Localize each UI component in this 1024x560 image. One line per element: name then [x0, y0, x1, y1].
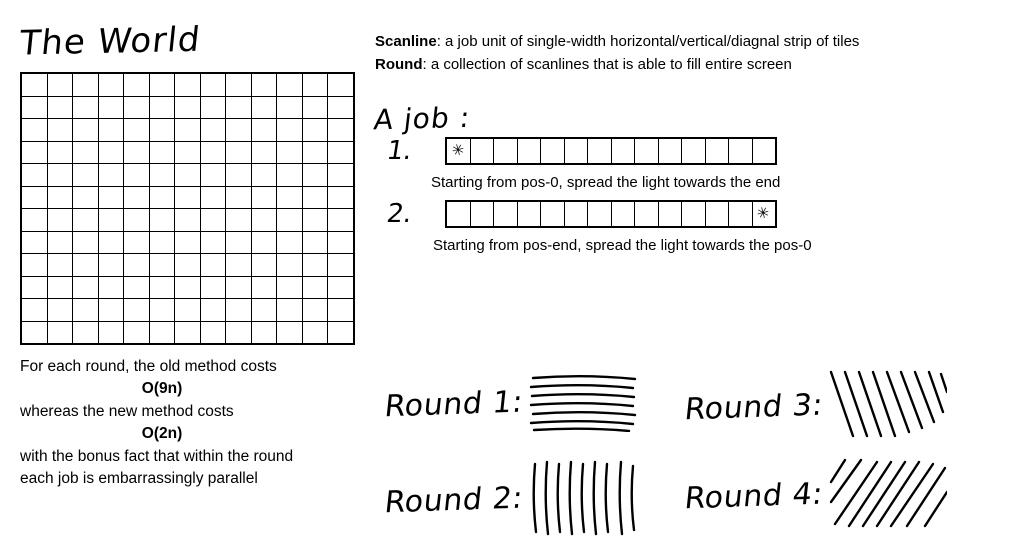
- world-grid-cell[interactable]: [149, 141, 175, 164]
- world-grid-cell[interactable]: [226, 231, 252, 254]
- world-grid-cell[interactable]: [200, 321, 226, 344]
- scanline-cell[interactable]: [588, 201, 612, 227]
- scanline-cell[interactable]: [682, 201, 706, 227]
- world-grid-cell[interactable]: [226, 186, 252, 209]
- scanline-cell[interactable]: [564, 138, 588, 164]
- world-grid-cell[interactable]: [302, 73, 328, 96]
- scanline-cell[interactable]: [752, 201, 776, 227]
- world-grid-cell[interactable]: [149, 231, 175, 254]
- definition-round-text: : a collection of scanlines that is able to fill entire screen: [422, 56, 792, 74]
- cost-notes: [20, 356, 364, 491]
- scanline-cell[interactable]: [635, 201, 659, 227]
- world-grid-cell[interactable]: [328, 186, 354, 209]
- world-grid-row: [21, 231, 354, 254]
- world-section: [14, 14, 364, 491]
- world-grid-cell[interactable]: [124, 231, 150, 254]
- world-grid-cell[interactable]: [149, 73, 175, 96]
- cost-note-line-3: with the bonus fact that within the round: [20, 447, 294, 465]
- job-item-1: [375, 136, 1015, 166]
- world-grid-cell[interactable]: [47, 209, 73, 232]
- diagonal-left-lines-icon: [829, 370, 947, 440]
- page-title: The World: [17, 19, 203, 64]
- world-grid-cell[interactable]: [98, 209, 124, 232]
- world-grid-cell[interactable]: [98, 254, 124, 277]
- world-grid-cell[interactable]: [302, 276, 328, 299]
- world-grid-cell[interactable]: [47, 186, 73, 209]
- world-grid-cell[interactable]: [149, 299, 175, 322]
- world-grid-cell[interactable]: [73, 254, 99, 277]
- scanline-cell[interactable]: [494, 138, 518, 164]
- world-grid-cell[interactable]: [277, 141, 303, 164]
- world-grid-cell[interactable]: [47, 299, 73, 322]
- world-grid-cell[interactable]: [251, 141, 277, 164]
- cost-note-line-2: whereas the new method costs: [20, 402, 234, 420]
- world-grid-cell[interactable]: [175, 119, 201, 142]
- world-grid-cell[interactable]: [98, 321, 124, 344]
- world-grid-cell[interactable]: [149, 186, 175, 209]
- round-2: [382, 460, 639, 541]
- world-grid-cell[interactable]: [175, 276, 201, 299]
- world-grid-cell[interactable]: [98, 276, 124, 299]
- world-grid-cell[interactable]: [328, 73, 354, 96]
- scanline-cell[interactable]: [611, 201, 635, 227]
- world-grid-cell[interactable]: [277, 276, 303, 299]
- world-grid-cell[interactable]: [149, 96, 175, 119]
- world-grid-cell[interactable]: [200, 119, 226, 142]
- world-grid-cell[interactable]: [251, 299, 277, 322]
- world-grid-cell[interactable]: [149, 321, 175, 344]
- round-4-label: Round 4:: [682, 476, 825, 517]
- world-grid-cell[interactable]: [175, 96, 201, 119]
- definition-scanline-text: : a job unit of single-width horizontal/vertical/diagnal strip of tiles: [436, 33, 860, 50]
- world-grid-cell[interactable]: [149, 209, 175, 232]
- world-grid-cell[interactable]: [73, 299, 99, 322]
- world-grid-cell[interactable]: [47, 164, 73, 187]
- world-grid-cell[interactable]: [124, 186, 150, 209]
- world-grid-cell[interactable]: [149, 164, 175, 187]
- world-grid-cell[interactable]: [47, 276, 73, 299]
- round-1-pattern: [529, 372, 639, 437]
- definition-scanline-term: Scanline: [375, 33, 437, 50]
- world-grid-cell[interactable]: [175, 164, 201, 187]
- world-grid-cell[interactable]: [200, 254, 226, 277]
- job-number-1: 1.: [384, 135, 415, 166]
- scanline-strip-1: [445, 137, 777, 165]
- world-grid-cell[interactable]: [47, 96, 73, 119]
- world-grid-cell[interactable]: [98, 164, 124, 187]
- light-source-icon: ✳: [755, 202, 773, 223]
- scanline-cell[interactable]: [752, 138, 776, 164]
- world-grid-cell[interactable]: [302, 321, 328, 344]
- round-2-pattern: [529, 460, 639, 541]
- cost-note-line-4: each job is embarrassingly parallel: [20, 470, 258, 488]
- world-grid-cell[interactable]: [200, 276, 226, 299]
- world-grid-cell[interactable]: [21, 119, 47, 142]
- world-grid-row: [21, 141, 354, 164]
- world-grid-cell[interactable]: [226, 209, 252, 232]
- round-4-pattern: [829, 458, 947, 535]
- world-grid-cell[interactable]: [251, 231, 277, 254]
- world-grid-cell[interactable]: [226, 321, 252, 344]
- definitions-block: [375, 30, 1015, 77]
- world-grid-cell[interactable]: [21, 231, 47, 254]
- round-4: [682, 458, 947, 535]
- world-grid-cell[interactable]: [328, 141, 354, 164]
- round-3-pattern: [829, 370, 947, 445]
- scanline-cell[interactable]: [705, 201, 729, 227]
- world-grid-cell[interactable]: [200, 141, 226, 164]
- round-1: [382, 372, 639, 437]
- scanline-cell[interactable]: [446, 138, 470, 164]
- world-grid-cell[interactable]: [277, 299, 303, 322]
- world-grid-cell[interactable]: [277, 209, 303, 232]
- world-grid-cell[interactable]: [124, 164, 150, 187]
- scanline-cell[interactable]: [446, 201, 470, 227]
- world-grid-cell[interactable]: [175, 254, 201, 277]
- world-grid-cell[interactable]: [251, 209, 277, 232]
- world-grid-cell[interactable]: [21, 186, 47, 209]
- definition-round-term: Round: [375, 56, 423, 74]
- scanline-cell[interactable]: [470, 201, 494, 227]
- world-grid-cell[interactable]: [175, 321, 201, 344]
- world-grid-cell[interactable]: [21, 276, 47, 299]
- vertical-lines-icon: [529, 460, 639, 536]
- job-caption-1: Starting from pos-0, spread the light towards the end: [431, 173, 781, 191]
- world-grid-cell[interactable]: [73, 141, 99, 164]
- scanline-cell[interactable]: [658, 201, 682, 227]
- rounds-section: [382, 360, 1015, 550]
- world-grid-cell[interactable]: [328, 119, 354, 142]
- world-grid-cell[interactable]: [226, 299, 252, 322]
- scanline-strip-2: [445, 200, 777, 228]
- scanline-cell[interactable]: [635, 138, 659, 164]
- world-grid-cell[interactable]: [277, 96, 303, 119]
- world-grid-cell[interactable]: [47, 254, 73, 277]
- world-grid-row: [21, 164, 354, 187]
- diagonal-right-lines-icon: [829, 458, 947, 530]
- world-grid-cell[interactable]: [200, 209, 226, 232]
- world-grid-cell[interactable]: [73, 96, 99, 119]
- scanline-cell[interactable]: [729, 201, 753, 227]
- scanline-cell[interactable]: [588, 138, 612, 164]
- world-grid-cell[interactable]: [302, 209, 328, 232]
- world-grid-cell[interactable]: [21, 299, 47, 322]
- scanline-cell[interactable]: [494, 201, 518, 227]
- definition-round: [375, 53, 1015, 76]
- world-grid-table: [20, 72, 355, 345]
- world-grid-cell[interactable]: [175, 299, 201, 322]
- world-grid: [20, 72, 364, 345]
- world-grid-cell[interactable]: [98, 186, 124, 209]
- job-number-2: 2.: [384, 198, 415, 229]
- scanline-cell[interactable]: [517, 201, 541, 227]
- world-grid-cell[interactable]: [98, 299, 124, 322]
- world-grid-cell[interactable]: [226, 164, 252, 187]
- scanline-cell[interactable]: [541, 201, 565, 227]
- world-grid-cell[interactable]: [175, 231, 201, 254]
- cost-note-line-1: For each round, the old method costs: [20, 358, 277, 375]
- scanline-cell[interactable]: [729, 138, 753, 164]
- job-heading: A job :: [372, 100, 473, 136]
- world-grid-cell[interactable]: [21, 209, 47, 232]
- world-grid-cell[interactable]: [73, 73, 99, 96]
- world-grid-cell[interactable]: [328, 209, 354, 232]
- world-grid-cell[interactable]: [98, 231, 124, 254]
- horizontal-lines-icon: [529, 372, 639, 432]
- world-grid-cell[interactable]: [302, 119, 328, 142]
- world-grid-cell[interactable]: [124, 119, 150, 142]
- world-grid-cell[interactable]: [226, 73, 252, 96]
- scanline-row: [446, 201, 776, 227]
- scanline-cell[interactable]: [517, 138, 541, 164]
- world-grid-cell[interactable]: [124, 209, 150, 232]
- world-grid-cell[interactable]: [251, 119, 277, 142]
- world-grid-cell[interactable]: [73, 276, 99, 299]
- world-grid-cell[interactable]: [175, 186, 201, 209]
- world-grid-cell[interactable]: [73, 321, 99, 344]
- world-grid-row: [21, 276, 354, 299]
- definition-scanline: [375, 30, 1015, 53]
- world-grid-cell[interactable]: [98, 119, 124, 142]
- world-grid-cell[interactable]: [302, 96, 328, 119]
- scanline-cell[interactable]: [682, 138, 706, 164]
- world-grid-cell[interactable]: [21, 254, 47, 277]
- world-grid-cell[interactable]: [47, 141, 73, 164]
- definitions-and-jobs: [372, 30, 1015, 254]
- world-grid-cell[interactable]: [73, 231, 99, 254]
- world-grid-cell[interactable]: [73, 186, 99, 209]
- world-grid-cell[interactable]: [200, 96, 226, 119]
- world-grid-row: [21, 321, 354, 344]
- world-grid-cell[interactable]: [124, 254, 150, 277]
- world-grid-cell[interactable]: [200, 73, 226, 96]
- new-method-cost: O(2n): [141, 425, 183, 443]
- scanline-cell[interactable]: [658, 138, 682, 164]
- world-grid-cell[interactable]: [124, 276, 150, 299]
- world-grid-cell[interactable]: [277, 164, 303, 187]
- world-grid-cell[interactable]: [175, 73, 201, 96]
- world-grid-cell[interactable]: [328, 164, 354, 187]
- world-grid-cell[interactable]: [124, 96, 150, 119]
- world-grid-cell[interactable]: [124, 141, 150, 164]
- world-grid-cell[interactable]: [124, 73, 150, 96]
- world-grid-cell[interactable]: [21, 141, 47, 164]
- scanline-cell[interactable]: [705, 138, 729, 164]
- world-grid-cell[interactable]: [200, 299, 226, 322]
- world-grid-cell[interactable]: [328, 276, 354, 299]
- world-grid-cell[interactable]: [302, 231, 328, 254]
- job-caption-2: Starting from pos-end, spread the light towards the pos-0: [433, 236, 812, 254]
- world-grid-cell[interactable]: [73, 164, 99, 187]
- world-grid-cell[interactable]: [200, 186, 226, 209]
- world-grid-row: [21, 186, 354, 209]
- round-1-label: Round 1:: [382, 384, 525, 425]
- world-grid-cell[interactable]: [328, 299, 354, 322]
- world-grid-cell[interactable]: [251, 276, 277, 299]
- world-grid-cell[interactable]: [124, 299, 150, 322]
- world-grid-cell[interactable]: [277, 321, 303, 344]
- world-grid-row: [21, 96, 354, 119]
- world-grid-cell[interactable]: [277, 119, 303, 142]
- world-grid-cell[interactable]: [73, 119, 99, 142]
- scanline-row: [446, 138, 776, 164]
- world-grid-cell[interactable]: [98, 73, 124, 96]
- world-grid-cell[interactable]: [124, 321, 150, 344]
- scanline-cell[interactable]: [470, 138, 494, 164]
- world-grid-cell[interactable]: [21, 96, 47, 119]
- world-grid-cell[interactable]: [328, 231, 354, 254]
- world-grid-cell[interactable]: [149, 254, 175, 277]
- world-grid-cell[interactable]: [251, 254, 277, 277]
- world-grid-cell[interactable]: [98, 141, 124, 164]
- world-grid-cell[interactable]: [251, 73, 277, 96]
- world-grid-row: [21, 254, 354, 277]
- world-grid-cell[interactable]: [47, 231, 73, 254]
- round-3-label: Round 3:: [682, 387, 825, 428]
- world-grid-cell[interactable]: [47, 321, 73, 344]
- world-grid-cell[interactable]: [149, 119, 175, 142]
- world-grid-cell[interactable]: [251, 321, 277, 344]
- scanline-cell[interactable]: [541, 138, 565, 164]
- world-grid-cell[interactable]: [302, 186, 328, 209]
- round-2-label: Round 2:: [382, 480, 525, 521]
- world-grid-cell[interactable]: [226, 276, 252, 299]
- world-grid-cell[interactable]: [226, 141, 252, 164]
- scanline-cell[interactable]: [564, 201, 588, 227]
- round-3: [682, 370, 947, 445]
- light-source-icon: ✳: [449, 139, 467, 160]
- world-grid-row: [21, 73, 354, 96]
- world-grid-cell[interactable]: [21, 73, 47, 96]
- world-grid-cell[interactable]: [226, 96, 252, 119]
- world-grid-cell[interactable]: [328, 254, 354, 277]
- world-grid-cell[interactable]: [302, 164, 328, 187]
- world-grid-row: [21, 209, 354, 232]
- world-grid-cell[interactable]: [200, 164, 226, 187]
- world-grid-cell[interactable]: [277, 73, 303, 96]
- world-grid-cell[interactable]: [47, 73, 73, 96]
- old-method-cost: O(9n): [141, 380, 183, 398]
- world-grid-cell[interactable]: [175, 209, 201, 232]
- world-grid-cell[interactable]: [175, 141, 201, 164]
- world-grid-cell[interactable]: [21, 321, 47, 344]
- world-grid-cell[interactable]: [328, 96, 354, 119]
- world-grid-cell[interactable]: [226, 254, 252, 277]
- world-grid-row: [21, 299, 354, 322]
- world-grid-cell[interactable]: [47, 119, 73, 142]
- world-grid-cell[interactable]: [277, 231, 303, 254]
- world-grid-cell[interactable]: [226, 119, 252, 142]
- world-grid-cell[interactable]: [302, 299, 328, 322]
- world-grid-cell[interactable]: [21, 164, 47, 187]
- job-item-2: [375, 199, 1015, 229]
- world-grid-cell[interactable]: [302, 254, 328, 277]
- world-grid-row: [21, 119, 354, 142]
- world-grid-cell[interactable]: [251, 186, 277, 209]
- world-grid-cell[interactable]: [73, 209, 99, 232]
- world-grid-cell[interactable]: [277, 186, 303, 209]
- world-grid-cell[interactable]: [149, 276, 175, 299]
- world-grid-cell[interactable]: [302, 141, 328, 164]
- scanline-cell[interactable]: [611, 138, 635, 164]
- world-grid-cell[interactable]: [251, 96, 277, 119]
- world-grid-cell[interactable]: [200, 231, 226, 254]
- world-grid-cell[interactable]: [277, 254, 303, 277]
- world-grid-cell[interactable]: [251, 164, 277, 187]
- world-grid-cell[interactable]: [98, 96, 124, 119]
- world-grid-cell[interactable]: [328, 321, 354, 344]
